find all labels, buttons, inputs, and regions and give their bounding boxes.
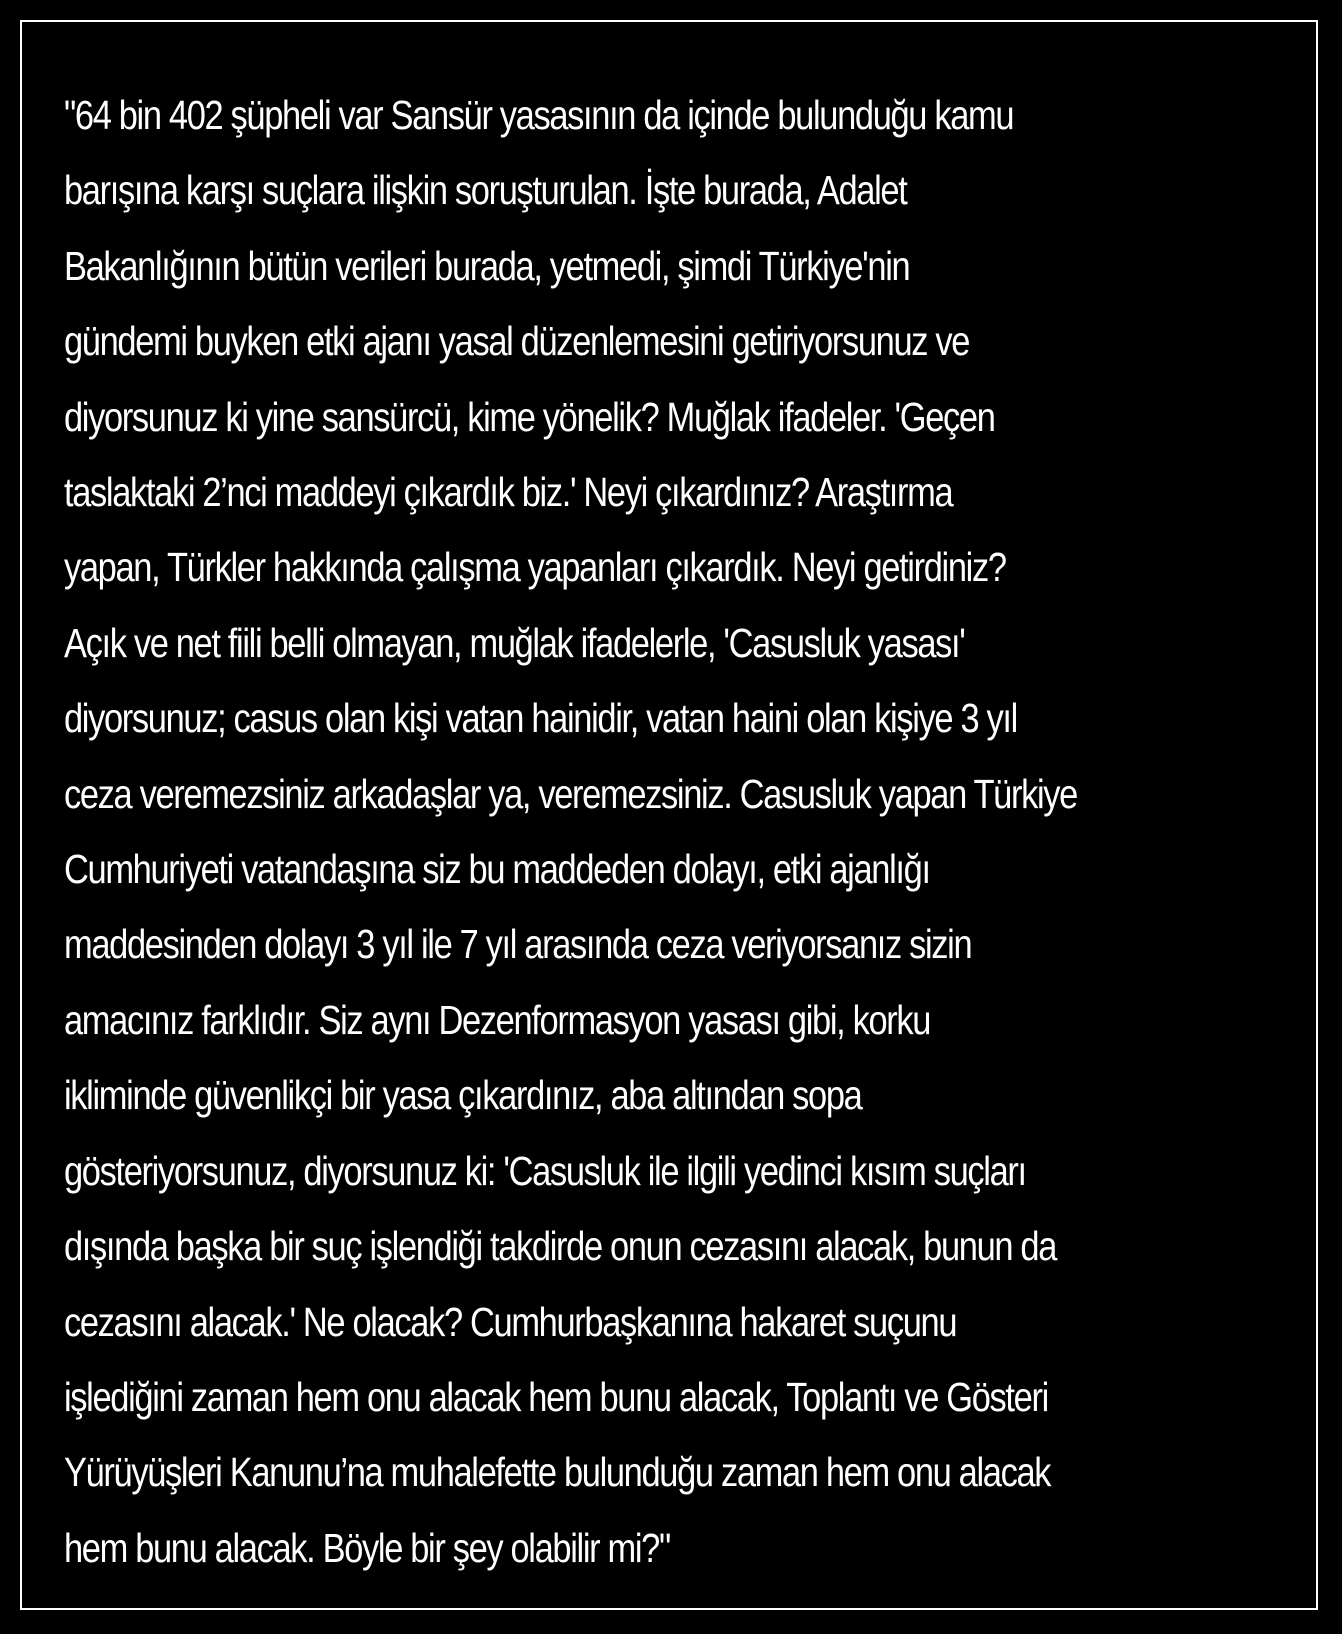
- quote-line: Bakanlığının bütün verileri burada, yetmedi, şimdi Türkiye'nin: [64, 242, 910, 289]
- quote-line: gündemi buyken etki ajanı yasal düzenlemesini getiriyorsunuz ve: [64, 318, 970, 365]
- quote-line: ikliminde güvenlikçi bir yasa çıkardınız, aba altından sopa: [64, 1072, 862, 1119]
- quote-line: amacınız farklıdır. Siz aynı Dezenformasyon yasası gibi, korku: [64, 996, 931, 1043]
- quote-line: Cumhuriyeti vatandaşına siz bu maddeden dolayı, etki ajanlığı: [64, 846, 930, 893]
- quote-card: [20, 20, 1318, 1610]
- quote-line: Açık ve net fiili belli olmayan, muğlak ifadelerle, 'Casusluk yasası': [64, 619, 965, 666]
- quote-line: dışında başka bir suç işlendiği takdirde onun cezasını alacak, bunun da: [64, 1223, 1057, 1270]
- quote-line: cezasını alacak.' Ne olacak? Cumhurbaşkanına hakaret suçunu: [64, 1298, 957, 1345]
- quote-line: maddesinden dolayı 3 yıl ile 7 yıl arasında ceza veriyorsanız sizin: [64, 921, 972, 968]
- quote-line: "64 bin 402 şüpheli var Sansür yasasının da içinde bulunduğu kamu: [64, 92, 1014, 138]
- quote-line: ceza veremezsiniz arkadaşlar ya, veremezsiniz. Casusluk yapan Türkiye: [64, 770, 1077, 817]
- quote-line: diyorsunuz; casus olan kişi vatan hainidir, vatan haini olan kişiye 3 yıl: [64, 695, 1017, 742]
- quote-line: işlediğini zaman hem onu alacak hem bunu alacak, Toplantı ve Gösteri: [64, 1373, 1048, 1420]
- quote-line: barışına karşı suçlara ilişkin soruşturulan. İşte burada, Adalet: [64, 167, 907, 214]
- quote-line: hem bunu alacak. Böyle bir şey olabilir mi?": [64, 1524, 670, 1571]
- quote-line: Yürüyüşleri Kanunu’na muhalefette bulunduğu zaman hem onu alacak: [64, 1449, 1051, 1496]
- quote-line: diyorsunuz ki yine sansürcü, kime yönelik? Muğlak ifadeler. 'Geçen: [64, 393, 995, 440]
- quote-line: taslaktaki 2’nci maddeyi çıkardık biz.' Neyi çıkardınız? Araştırma: [64, 469, 953, 516]
- quote-line: yapan, Türkler hakkında çalışma yapanları çıkardık. Neyi getirdiniz?: [64, 544, 1006, 591]
- quote-line: gösteriyorsunuz, diyorsunuz ki: 'Casusluk ile ilgili yedinci kısım suçları: [64, 1147, 1026, 1194]
- quote-text: [64, 78, 1299, 1586]
